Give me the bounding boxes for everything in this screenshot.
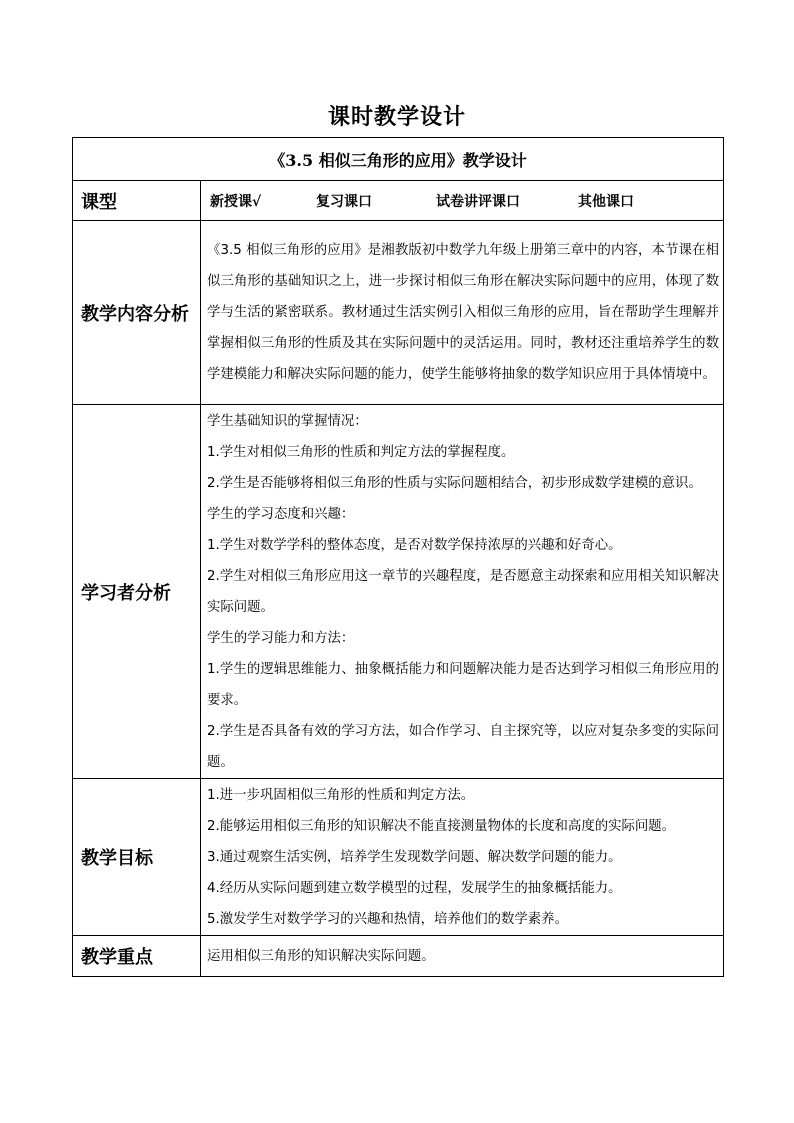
- lesson-type-row: [73, 181, 724, 221]
- teaching-goal-item: 1.进一步巩固相似三角形的性质和判定方法。: [207, 787, 475, 803]
- teaching-goal-item: 5.激发学生对数学学习的兴趣和热情，培养他们的数学素养。: [207, 911, 568, 927]
- teaching-focus-row: [73, 936, 724, 977]
- learner-analysis-line: 2.学生是否具备有效的学习方法，如合作学习、自主探究等，以应对复杂多变的实际问题。: [207, 723, 720, 770]
- lesson-type-label: 课型: [73, 181, 201, 221]
- page-title: 课时教学设计: [327, 104, 466, 130]
- lesson-type-review: 复习课口: [316, 193, 372, 210]
- learner-analysis-line: 学生的学习态度和兴趣：: [207, 506, 355, 522]
- learner-analysis-line: 1.学生的逻辑思维能力、抽象概括能力和问题解决能力是否达到学习相似三角形应用的要求。: [207, 661, 720, 708]
- learner-analysis-line: 2.学生对相似三角形应用这一章节的兴趣程度，是否愿意主动探索和应用相关知识解决实际问题。: [207, 568, 720, 615]
- content-analysis-row: [73, 221, 724, 405]
- lesson-type-exam-review: 试卷讲评课口: [436, 193, 520, 210]
- learner-analysis-row: [73, 405, 724, 779]
- learner-analysis-line: 1.学生对相似三角形的性质和判定方法的掌握程度。: [207, 444, 515, 460]
- teaching-focus-text: 运用相似三角形的知识解决实际问题。: [201, 936, 724, 977]
- teaching-goal-item: 2.能够运用相似三角形的知识解决不能直接测量物体的长度和高度的实际问题。: [207, 818, 676, 834]
- lesson-type-options: [201, 181, 724, 221]
- teaching-goals-body: [201, 779, 724, 936]
- teaching-goals-row: [73, 779, 724, 936]
- learner-analysis-line: 学生的学习能力和方法：: [207, 630, 355, 646]
- table-subtitle: 《3.5 相似三角形的应用》教学设计: [73, 138, 724, 181]
- learner-analysis-body: [201, 405, 724, 779]
- teaching-goal-item: 3.通过观察生活实例，培养学生发现数学问题、解决数学问题的能力。: [207, 849, 622, 865]
- learner-analysis-label: 学习者分析: [73, 405, 201, 779]
- learner-analysis-line: 2.学生是否能够将相似三角形的性质与实际问题相结合，初步形成数学建模的意识。: [207, 475, 702, 491]
- lesson-plan-table: [72, 137, 724, 977]
- learner-analysis-line: 1.学生对数学学科的整体态度，是否对数学保持浓厚的兴趣和好奇心。: [207, 537, 622, 553]
- lesson-type-other: 其他课口: [578, 193, 634, 210]
- teaching-focus-label: 教学重点: [73, 936, 201, 977]
- teaching-goal-item: 4.经历从实际问题到建立数学模型的过程，发展学生的抽象概括能力。: [207, 880, 622, 896]
- content-analysis-text: 《3.5 相似三角形的应用》是湘教版初中数学九年级上册第三章中的内容，本节课在相似三角形的基础知识之上，进一步探讨相似三角形在解决实际问题中的应用，体现了数学与生活的紧密联系。教材通过生活实例引入相似三角形的应用，旨在帮助学生理解并掌握相似三角形的性质及其在实际问题中的灵活运用。同时，教材还注重培养学生的数学建模能力和解决实际问题的能力，使学生能够将抽象的数学知识应用于具体情境中。: [201, 221, 724, 405]
- lesson-type-new: 新授课√: [210, 193, 262, 210]
- teaching-goals-label: 教学目标: [73, 779, 201, 936]
- content-analysis-label: 教学内容分析: [73, 221, 201, 405]
- learner-analysis-line: 学生基础知识的掌握情况：: [207, 413, 368, 429]
